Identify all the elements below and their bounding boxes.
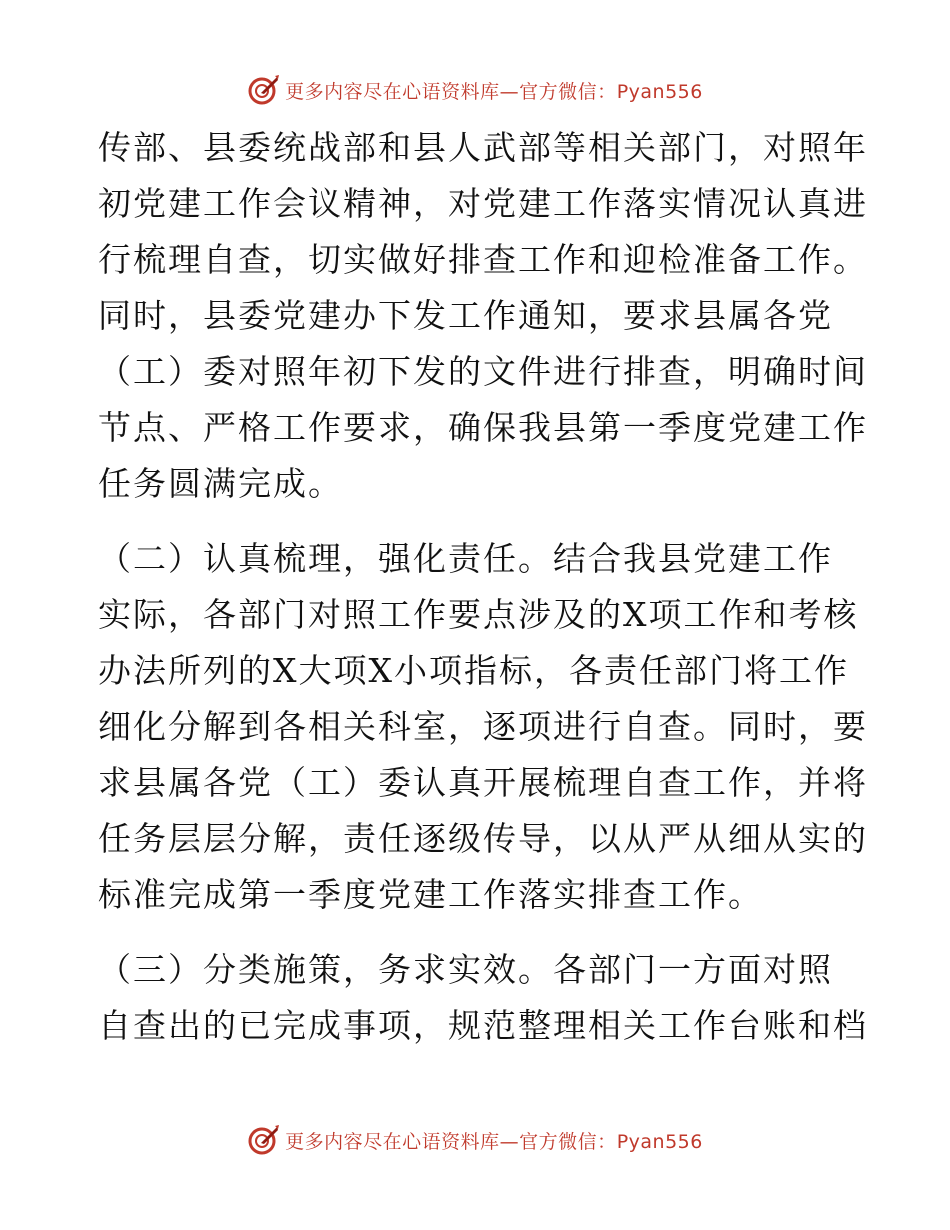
text-line: 任务层层分解，责任逐级传导，以从严从细从实的 [98,819,868,858]
banner-separator: — [499,1130,520,1153]
text-line: 传部、县委统战部和县人武部等相关部门，对照年 [98,128,868,167]
banner-wechat-label: 官方微信： [519,1130,617,1153]
paragraph-2 [98,531,868,923]
text-line: 同时，县委党建办下发工作通知，要求县属各党 [98,296,833,335]
banner-site-text: 更多内容尽在心语资料库 [285,80,500,103]
text-line: （工）委对照年初下发的文件进行排查，明确时间 [98,352,868,391]
banner-separator: — [499,80,520,103]
text-line: （二）认真梳理，强化责任。结合我县党建工作 [98,539,833,578]
paragraph-1 [98,120,868,512]
text-line: 实际，各部门对照工作要点涉及的X项工作和考核 [98,595,859,634]
footer-banner [0,1120,950,1160]
text-line: 初党建工作会议精神，对党建工作落实情况认真进 [98,184,868,223]
quill-seal-icon [247,73,281,107]
paragraph-3 [98,942,868,1054]
text-line: 行梳理自查，切实做好排查工作和迎检准备工作。 [98,240,868,279]
document-body [98,120,868,1054]
text-line: （三）分类施策，务求实效。各部门一方面对照 [98,950,833,989]
quill-seal-icon [247,1123,281,1157]
text-line: 自查出的已完成事项，规范整理相关工作台账和档 [98,1006,868,1045]
text-line: 求县属各党（工）委认真开展梳理自查工作，并将 [98,763,868,802]
text-line: 节点、严格工作要求，确保我县第一季度党建工作 [98,408,868,447]
banner-wechat-label: 官方微信： [519,80,617,103]
text-line: 标准完成第一季度党建工作落实排查工作。 [98,875,763,914]
text-line: 细化分解到各相关科室，逐项进行自查。同时，要 [98,707,868,746]
header-banner [0,70,950,110]
banner-wechat-id: Pyan556 [616,80,703,103]
banner-site-text: 更多内容尽在心语资料库 [285,1130,500,1153]
text-line: 办法所列的X大项X小项指标，各责任部门将工作 [98,651,849,690]
banner-wechat-id: Pyan556 [616,1130,703,1153]
text-line: 任务圆满完成。 [98,464,343,503]
